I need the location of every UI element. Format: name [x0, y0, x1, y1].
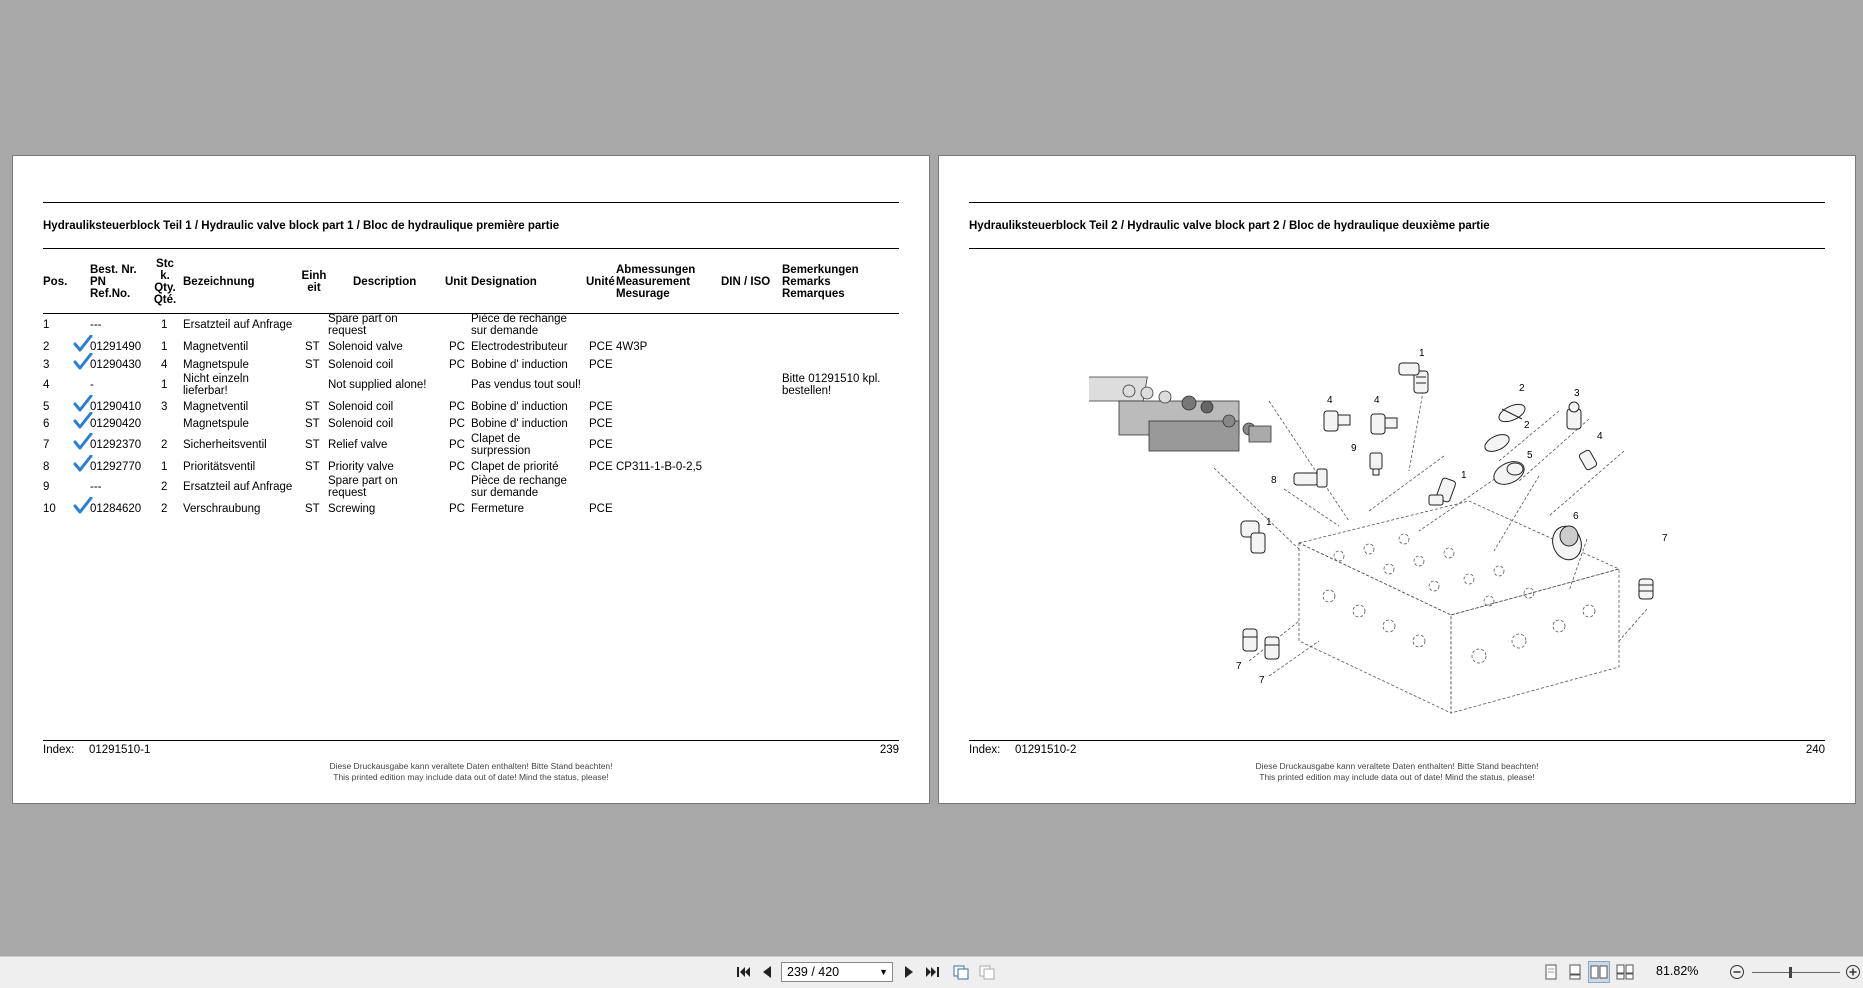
copy-pages-icon	[952, 964, 970, 980]
last-page-icon	[925, 965, 941, 979]
continuous-page-icon	[1569, 964, 1581, 980]
bezeichnung-cell: Magnetspule	[183, 359, 249, 371]
description-cell: Solenoid coil	[328, 418, 394, 430]
designation-cell: Bobine d' induction	[471, 401, 568, 413]
fitting-5	[1490, 457, 1527, 489]
description-cell: Screwing	[328, 503, 376, 515]
unit-cell: PC	[449, 341, 465, 353]
callout-labels	[1236, 348, 1668, 686]
chevron-down-icon[interactable]: ▼	[879, 967, 888, 977]
bezeichnung-cell: Prioritätsventil	[183, 461, 256, 473]
status-note: Diese Druckausgabe kann veraltete Daten enthalten! Bitte Stand beachten! This printed edition may include data out of date! Mind the status, please!	[329, 761, 613, 782]
fitting-4-a	[1324, 411, 1350, 431]
unite-cell: PCE	[589, 503, 613, 515]
header-designation: Designation	[471, 276, 537, 288]
header-unit: Unit	[445, 276, 468, 288]
unite-cell: PCE	[589, 341, 613, 353]
header-pos: Pos.	[43, 276, 68, 288]
previous-page-icon	[761, 965, 773, 979]
zoom-out-icon	[1729, 964, 1745, 980]
designation-cell: Pas vendus tout soul!	[471, 379, 581, 391]
fitting-1-top	[1399, 363, 1428, 393]
callout-number: 4	[1374, 395, 1380, 406]
fitting-7-b	[1265, 637, 1279, 659]
fitting-2-a	[1496, 401, 1527, 426]
designation-cell: Clapet de priorité	[471, 461, 559, 473]
callout-number: 3	[1574, 388, 1580, 399]
overview-assembly-thumbnail	[1089, 377, 1271, 451]
rule-title	[969, 248, 1825, 249]
index-label: Index:	[969, 744, 1001, 756]
two-page-continuous-view-button[interactable]	[1614, 961, 1636, 983]
header-unite: Unité	[586, 276, 615, 288]
next-page-icon	[903, 965, 915, 979]
fitting-7-a	[1243, 629, 1257, 651]
description-cell: Not supplied alone!	[328, 379, 427, 391]
fitting-1-left	[1241, 521, 1265, 553]
einheit-cell: ST	[305, 359, 320, 371]
einheit-cell: ST	[305, 418, 320, 430]
section-title: Hydrauliksteuerblock Teil 2 / Hydraulic valve block part 2 / Bloc de hydraulique deuxième partie	[969, 220, 1490, 232]
unit-cell: PC	[449, 418, 465, 430]
callout-number: 2	[1524, 420, 1530, 431]
page-number: 240	[1805, 744, 1825, 756]
part-number-cell: 01292370	[90, 439, 142, 451]
bezeichnung-cell: Magnetventil	[183, 341, 249, 353]
two-page-view-button[interactable]	[1588, 961, 1610, 983]
unit-cell: PC	[449, 359, 465, 371]
callout-number: 4	[1597, 431, 1603, 442]
callout-number: 1	[1266, 517, 1272, 528]
designation-cell: Pièce de rechange sur demande	[471, 313, 567, 337]
exploded-view-diagram	[1089, 311, 1689, 721]
fitting-4-b	[1371, 414, 1397, 434]
qty-cell: 4	[161, 359, 168, 371]
description-cell: Solenoid coil	[328, 401, 394, 413]
part-number-cell: ---	[90, 319, 102, 331]
single-page-view-button[interactable]	[1540, 961, 1562, 983]
pos-cell: 3	[43, 359, 50, 371]
status-note: Diese Druckausgabe kann veraltete Daten enthalten! Bitte Stand beachten! This printed edition may include data out of date! Mind the status, please!	[1255, 761, 1539, 782]
measurement-cell: 4W3P	[616, 341, 648, 353]
fitting-8	[1294, 469, 1327, 487]
part-number-cell: 01284620	[90, 503, 142, 515]
header-best-nr: Best. Nr. PN Ref.No.	[90, 264, 137, 300]
unite-cell: PCE	[589, 418, 613, 430]
callout-number: 7	[1259, 675, 1265, 686]
zoom-level[interactable]: 81.82%	[1656, 964, 1699, 978]
rule-title	[43, 248, 899, 249]
bezeichnung-cell: Magnetspule	[183, 418, 249, 430]
pos-cell: 8	[43, 461, 50, 473]
continuous-view-button[interactable]	[1564, 961, 1586, 983]
designation-cell: Pièce de rechange sur demande	[471, 475, 567, 499]
designation-cell: Fermeture	[471, 503, 525, 515]
description-cell: Solenoid valve	[328, 341, 403, 353]
designation-cell: Bobine d' induction	[471, 359, 568, 371]
designation-cell: Electrodestributeur	[471, 341, 568, 353]
section-title: Hydrauliksteuerblock Teil 1 / Hydraulic valve block part 1 / Bloc de hydraulique première partie	[43, 220, 560, 232]
pos-cell: 7	[43, 439, 50, 451]
qty-cell: 1	[161, 319, 168, 331]
unite-cell: PCE	[589, 461, 613, 473]
index-value: 01291510-2	[1015, 744, 1077, 756]
description-cell: Spare part on request	[328, 313, 398, 337]
valve-block	[1214, 386, 1647, 713]
copy-pages-disabled-icon	[978, 964, 996, 980]
fitting-7-right	[1639, 579, 1653, 599]
fitting-3	[1567, 402, 1581, 429]
zoom-in-button[interactable]	[1842, 961, 1863, 983]
pos-cell: 10	[43, 503, 56, 515]
callout-number: 1	[1419, 348, 1425, 359]
designation-cell: Clapet de surpression	[471, 433, 531, 457]
qty-cell: 2	[161, 503, 168, 515]
bezeichnung-cell: Nicht einzeln lieferbar!	[183, 373, 249, 397]
unit-cell: PC	[449, 439, 465, 451]
einheit-cell: ST	[305, 461, 320, 473]
pos-cell: 1	[43, 319, 50, 331]
fitting-2-b	[1482, 431, 1511, 455]
zoom-out-button[interactable]	[1726, 961, 1748, 983]
callout-number: 9	[1351, 443, 1357, 454]
zoom-in-icon	[1845, 964, 1861, 980]
description-cell: Spare part on request	[328, 475, 398, 499]
description-cell: Relief valve	[328, 439, 388, 451]
header-abmessungen: Abmessungen Measurement Mesurage	[616, 264, 696, 300]
page-number-value: 239 / 420	[787, 965, 840, 979]
pos-cell: 6	[43, 418, 50, 430]
remarks-cell: Bitte 01291510 kpl. bestellen!	[782, 373, 881, 397]
qty-cell: 2	[161, 481, 168, 493]
go-back-view-button[interactable]	[950, 961, 972, 983]
right-page	[938, 155, 1856, 804]
callout-number: 4	[1327, 395, 1333, 406]
measurement-cell: CP311-1-B-0-2,5	[616, 461, 703, 473]
fitting-6	[1548, 522, 1586, 564]
unite-cell: PCE	[589, 401, 613, 413]
unite-cell: PCE	[589, 359, 613, 371]
callout-number: 7	[1662, 533, 1668, 544]
zoom-slider[interactable]	[1752, 972, 1840, 973]
bezeichnung-cell: Ersatzteil auf Anfrage	[183, 319, 293, 331]
header-qty: Stc k. Qty. Qté.	[153, 258, 177, 306]
fitting-4-c	[1578, 449, 1597, 471]
einheit-cell: ST	[305, 341, 320, 353]
go-forward-view-button[interactable]	[976, 961, 998, 983]
bezeichnung-cell: Magnetventil	[183, 401, 249, 413]
first-page-icon	[735, 965, 751, 979]
part-number-cell: ---	[90, 481, 102, 493]
qty-cell: 1	[161, 461, 168, 473]
rule-top	[969, 202, 1825, 203]
header-bemerkungen: Bemerkungen Remarks Remarques	[782, 264, 859, 300]
unit-cell: PC	[449, 461, 465, 473]
index-label: Index:	[43, 744, 75, 756]
single-page-icon	[1545, 964, 1557, 980]
fitting-1-mid	[1429, 477, 1456, 505]
description-cell: Solenoid coil	[328, 359, 394, 371]
callout-number: 5	[1527, 450, 1533, 461]
zoom-slider-thumb[interactable]	[1789, 967, 1792, 978]
previous-page-button[interactable]	[756, 961, 778, 983]
qty-cell: 1	[161, 341, 168, 353]
callout-number: 7	[1236, 661, 1242, 672]
part-number-cell: -	[90, 379, 94, 391]
unit-cell: PC	[449, 503, 465, 515]
callout-number: 8	[1271, 475, 1277, 486]
part-number-cell: 01292770	[90, 461, 142, 473]
rule-footer	[43, 740, 899, 741]
einheit-cell: ST	[305, 401, 320, 413]
description-cell: Priority valve	[328, 461, 394, 473]
header-einheit: Einh eit	[301, 270, 327, 294]
header-description: Description	[353, 276, 417, 288]
part-number-cell: 01290420	[90, 418, 142, 430]
qty-cell: 1	[161, 379, 168, 391]
einheit-cell: ST	[305, 439, 320, 451]
callout-number: 1	[1461, 470, 1467, 481]
left-page	[12, 155, 930, 804]
header-din-iso: DIN / ISO	[721, 276, 771, 288]
fittings	[1241, 363, 1653, 659]
qty-cell: 2	[161, 439, 168, 451]
next-page-button[interactable]	[898, 961, 920, 983]
unit-cell: PC	[449, 401, 465, 413]
pos-cell: 9	[43, 481, 50, 493]
einheit-cell: ST	[305, 503, 320, 515]
first-page-button[interactable]	[732, 961, 754, 983]
last-page-button[interactable]	[922, 961, 944, 983]
designation-cell: Bobine d' induction	[471, 418, 568, 430]
page-number: 239	[879, 744, 899, 756]
two-page-icon	[1590, 964, 1608, 980]
rule-footer	[969, 740, 1825, 741]
pos-cell: 2	[43, 341, 50, 353]
qty-cell: 3	[161, 401, 168, 413]
viewer-toolbar	[0, 956, 1863, 988]
rule-top	[43, 202, 899, 203]
page-number-field[interactable]	[781, 962, 893, 982]
header-bezeichnung: Bezeichnung	[183, 276, 255, 288]
bezeichnung-cell: Verschraubung	[183, 503, 261, 515]
part-number-cell: 01291490	[90, 341, 142, 353]
index-value: 01291510-1	[89, 744, 151, 756]
callout-number: 6	[1573, 511, 1579, 522]
callout-number: 2	[1519, 383, 1525, 394]
unite-cell: PCE	[589, 439, 613, 451]
two-page-continuous-icon	[1616, 964, 1634, 980]
pos-cell: 4	[43, 379, 50, 391]
fitting-9	[1370, 453, 1382, 475]
pos-cell: 5	[43, 401, 50, 413]
part-number-cell: 01290410	[90, 401, 142, 413]
part-number-cell: 01290430	[90, 359, 142, 371]
bezeichnung-cell: Ersatzteil auf Anfrage	[183, 481, 293, 493]
bezeichnung-cell: Sicherheitsventil	[183, 439, 267, 451]
